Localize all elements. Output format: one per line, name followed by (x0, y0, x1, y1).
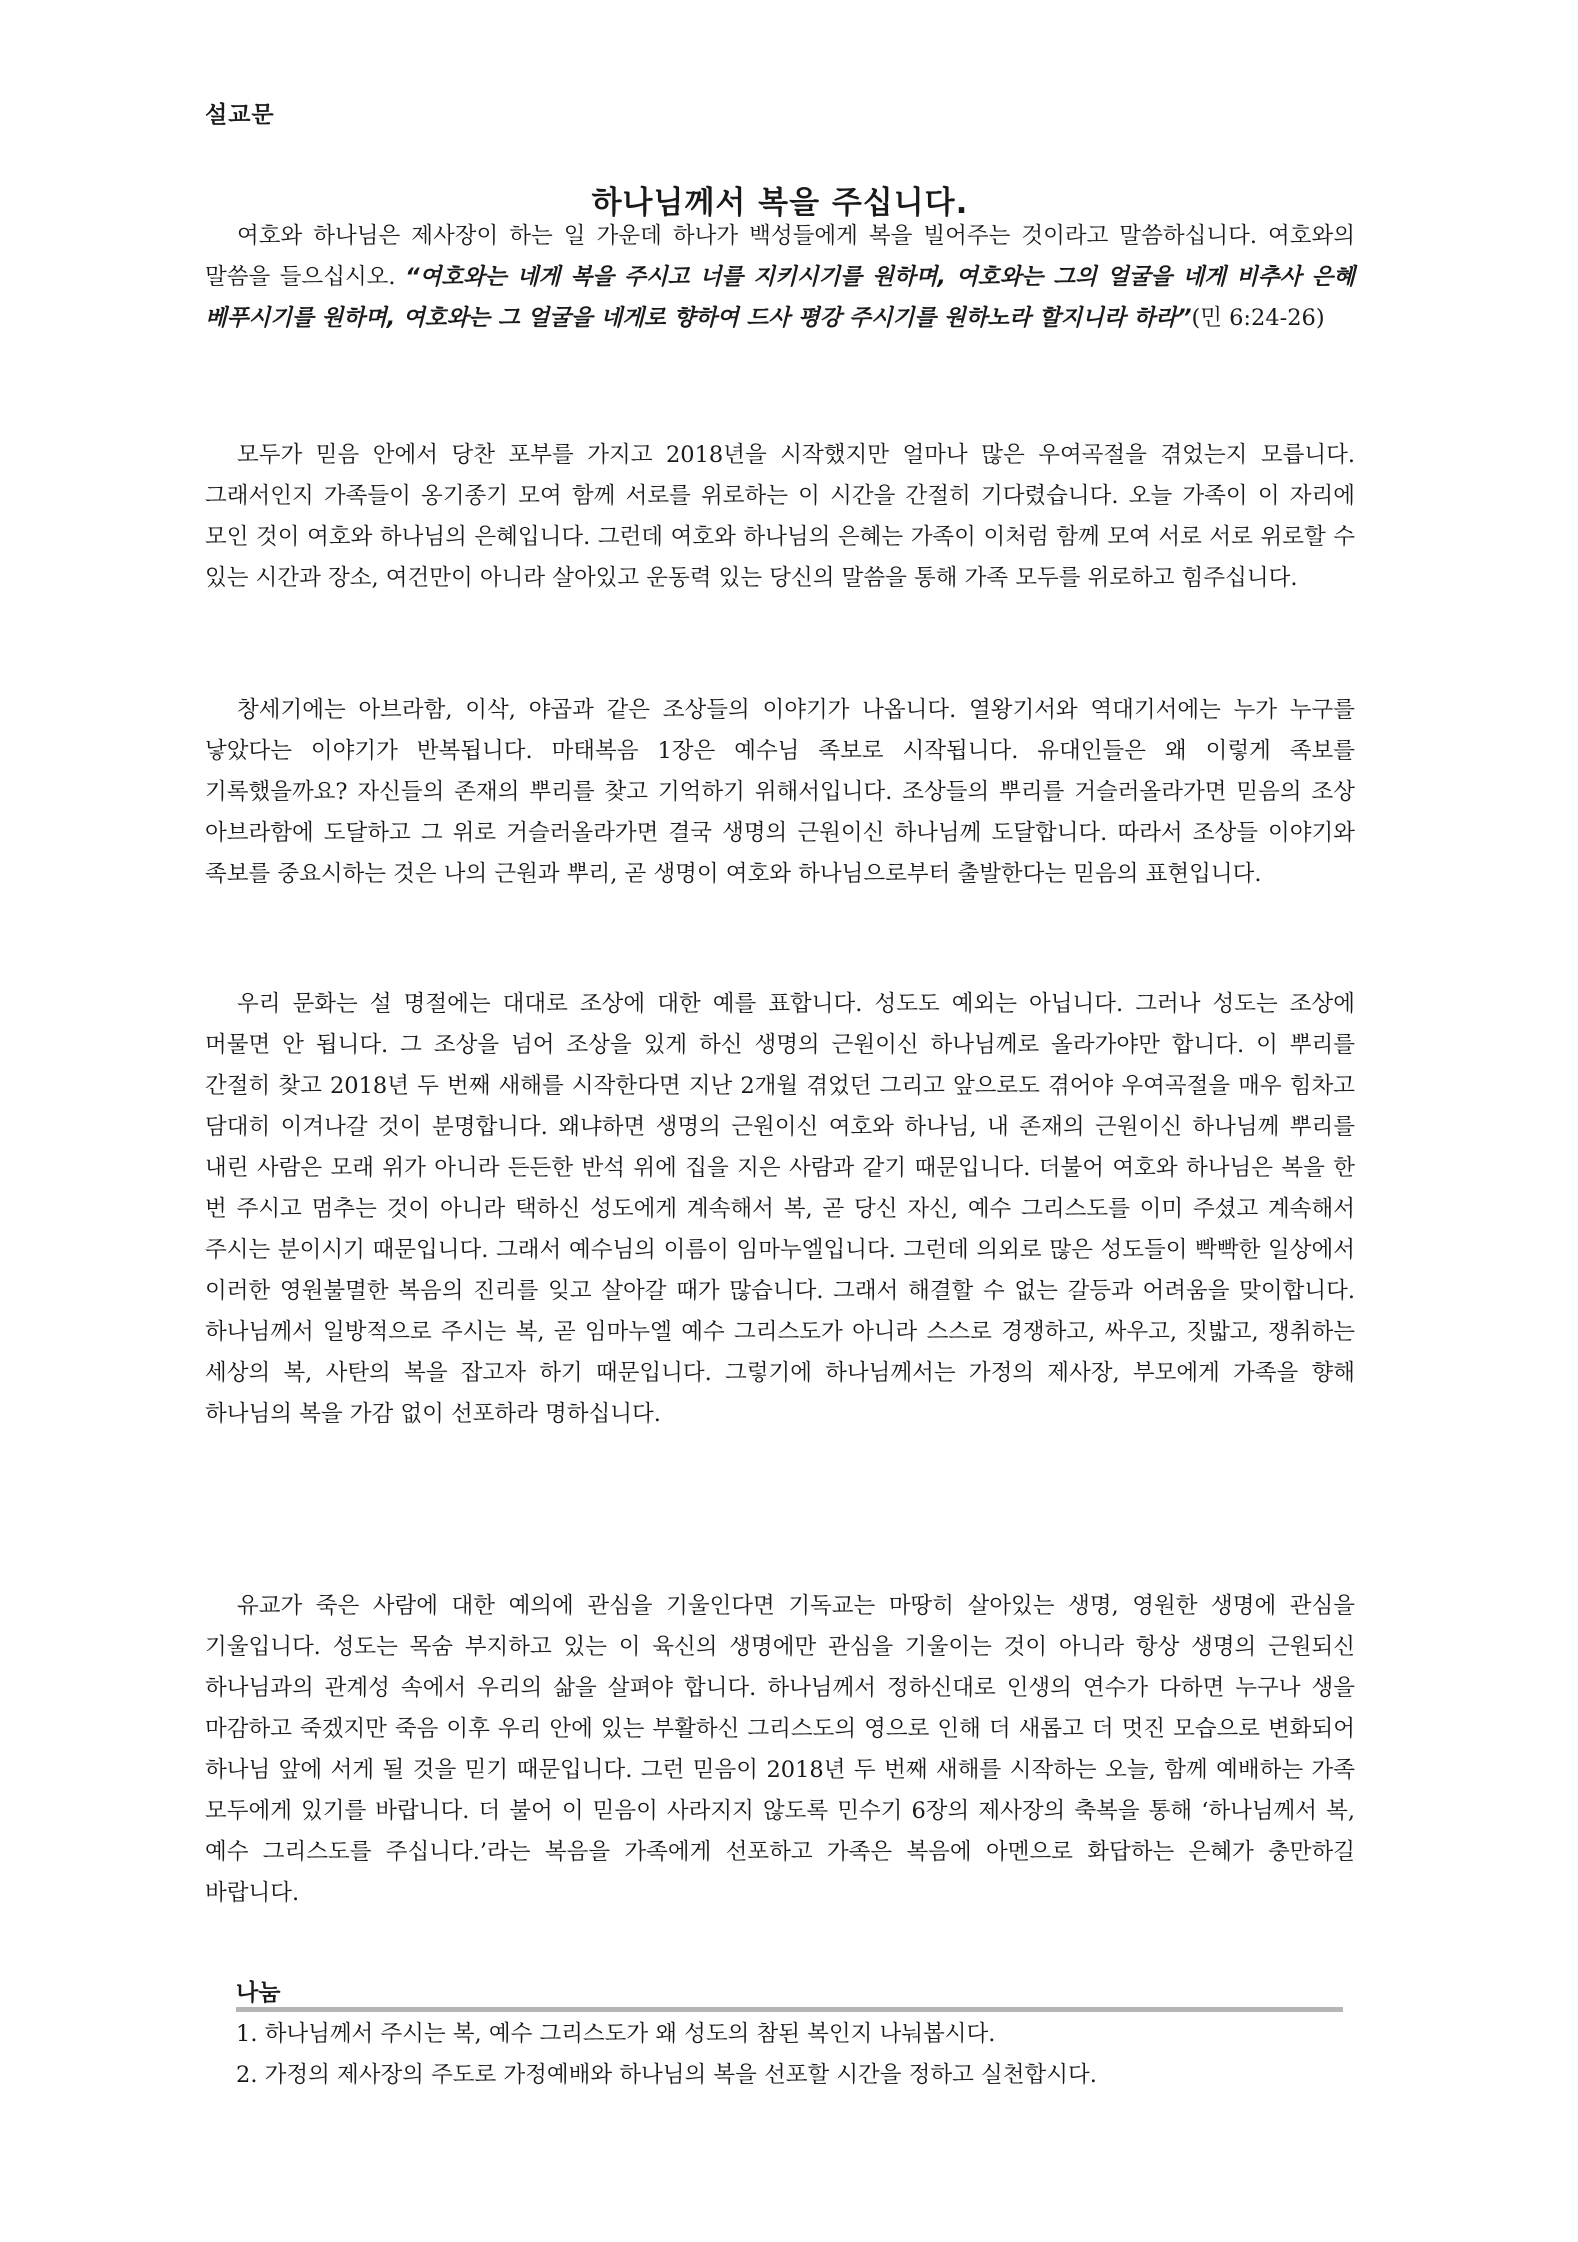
scripture-quote: “여호와는 네게 복을 주시고 너를 지키시기를 원하며, 여호와는 그의 얼굴을 네게 비추사 은혜 베푸시기를 원하며, 여호와는 그 얼굴을 네게로 향하여 드사 평강 주시기를 원하노라 할지니라 하라” (205, 264, 1356, 331)
scripture-reference: (민 6:24-26) (1191, 305, 1325, 331)
sharing-list (236, 2014, 1343, 2096)
paragraph-4: 우리 문화는 설 명절에는 대대로 조상에 대한 예를 표합니다. 성도도 예외는 아닙니다. 그러나 성도는 조상에 머물면 안 됩니다. 그 조상을 넘어 조상을 있게 하신 생명의 근원이신 하나님께로 올라가야만 합니다. 이 뿌리를 간절히 찾고 2018년 두 번째 새해를 시작한다면 지난 2개월 겪었던 그리고 앞으로도 겪어야 우여곡절을 매우 힘차고 담대히 이겨나갈 것이 분명합니다. 왜냐하면 생명의 근원이신 여호와 하나님, 내 존재의 근원이신 하나님께 뿌리를 내린 사람은 모래 위가 아니라 든든한 반석 위에 집을 지은 사람과 같기 때문입니다. 더불어 여호와 하나님은 복을 한 번 주시고 멈추는 것이 아니라 택하신 성도에게 계속해서 복, 곧 당신 자신, 예수 그리스도를 이미 주셨고 계속해서 주시는 분이시기 때문입니다. 그래서 예수님의 이름이 임마누엘입니다. 그런데 의외로 많은 성도들이 빡빡한 일상에서 이러한 영원불멸한 복음의 진리를 잊고 살아갈 때가 많습니다. 그래서 해결할 수 없는 갈등과 어려움을 맞이합니다. 하나님께서 일방적으로 주시는 복, 곧 임마누엘 예수 그리스도가 아니라 스스로 경쟁하고, 싸우고, 짓밟고, 쟁취하는 세상의 복, 사탄의 복을 잡고자 하기 때문입니다. 그렇기에 하나님께서는 가정의 제사장, 부모에게 가족을 향해 하나님의 복을 가감 없이 선포하라 명하십니다. (205, 991, 1355, 1427)
sharing-heading: 나눔 (236, 1980, 281, 2006)
sharing-item: 1. 하나님께서 주시는 복, 예수 그리스도가 왜 성도의 참된 복인지 나눠봅시다. (236, 2021, 996, 2047)
paragraph-5: 유교가 죽은 사람에 대한 예의에 관심을 기울인다면 기독교는 마땅히 살아있는 생명, 영원한 생명에 관심을 기울입니다. 성도는 목숨 부지하고 있는 이 육신의 생명에만 관심을 기울이는 것이 아니라 항상 생명의 근원되신 하나님과의 관계성 속에서 우리의 삶을 살펴야 합니다. 하나님께서 정하신대로 인생의 연수가 다하면 누구나 생을 마감하고 죽겠지만 죽음 이후 우리 안에 있는 부활하신 그리스도의 영으로 인해 더 새롭고 더 멋진 모습으로 변화되어 하나님 앞에 서게 될 것을 믿기 때문입니다. 그런 믿음이 2018년 두 번째 새해를 시작하는 오늘, 함께 예배하는 가족 모두에게 있기를 바랍니다. 더 불어 이 믿음이 사라지지 않도록 민수기 6장의 제사장의 축복을 통해 ‘하나님께서 복, 예수 그리스도를 주십니다.’라는 복음을 가족에게 선포하고 가족은 복음에 아멘으로 화답하는 은혜가 충만하길 바랍니다. (205, 1593, 1355, 1906)
paragraph-intro (205, 216, 1355, 339)
paragraph-2: 모두가 믿음 안에서 당찬 포부를 가지고 2018년을 시작했지만 얼마나 많은 우여곡절을 겪었는지 모릅니다. 그래서인지 가족들이 옹기종기 모여 함께 서로를 위로하는 이 시간을 간절히 기다렸습니다. 오늘 가족이 이 자리에 모인 것이 여호와 하나님의 은혜입니다. 그런데 여호와 하나님의 은혜는 가족이 이처럼 함께 모여 서로 서로 위로할 수 있는 시간과 장소, 여건만이 아니라 살아있고 운동력 있는 당신의 말씀을 통해 가족 모두를 위로하고 힘주십니다. (205, 442, 1355, 591)
document-type-label: 설교문 (205, 102, 275, 128)
intro-text: 여호와 하나님은 제사장이 하는 일 가운데 하나가 백성들에게 복을 빌어주는 것이라고 말씀하십니다. 여호와의 말씀을 들으십시오. (205, 223, 1355, 290)
sermon-title: 하나님께서 복을 주십니다. (591, 185, 969, 221)
sharing-item: 2. 가정의 제사장의 주도로 가정예배와 하나님의 복을 선포할 시간을 정하고 실천합시다. (236, 2062, 1097, 2088)
paragraph-3: 창세기에는 아브라함, 이삭, 야곱과 같은 조상들의 이야기가 나옵니다. 열왕기서와 역대기서에는 누가 누구를 낳았다는 이야기가 반복됩니다. 마태복음 1장은 예수님 족보로 시작됩니다. 유대인들은 왜 이렇게 족보를 기록했을까요? 자신들의 존재의 뿌리를 찾고 기억하기 위해서입니다. 조상들의 뿌리를 거슬러올라가면 믿음의 조상 아브라함에 도달하고 그 위로 거슬러올라가면 결국 생명의 근원이신 하나님께 도달합니다. 따라서 조상들 이야기와 족보를 중요시하는 것은 나의 근원과 뿌리, 곧 생명이 여호와 하나님으로부터 출발한다는 믿음의 표현입니다. (205, 697, 1355, 887)
sharing-divider (236, 2007, 1343, 2012)
